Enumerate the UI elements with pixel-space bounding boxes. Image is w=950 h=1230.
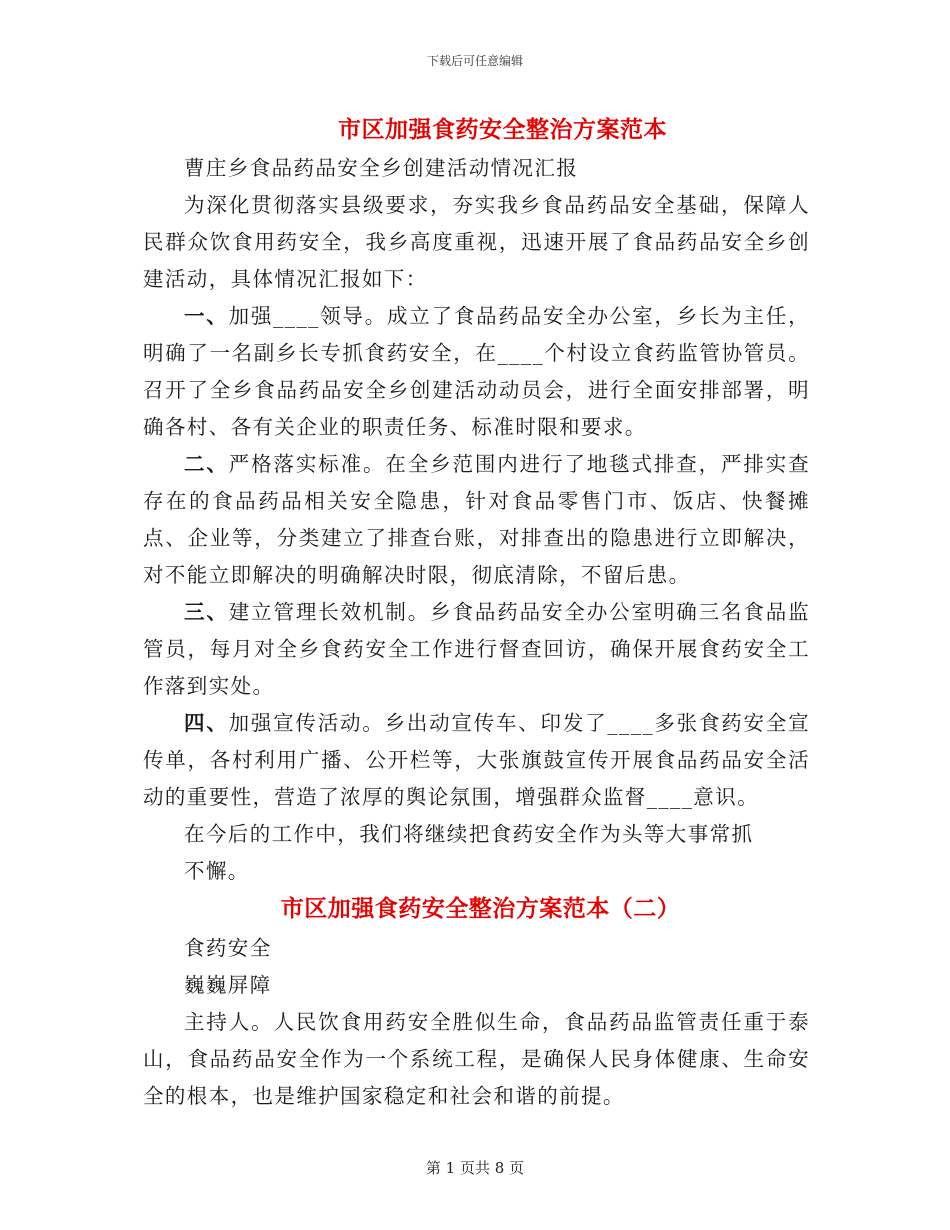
barrier-line: 巍巍屏障 <box>184 973 272 997</box>
report-subtitle: 曹庄乡食品药品安全乡创建活动情况汇报 <box>184 156 579 180</box>
section-1-heading: 一、 <box>184 304 229 328</box>
section-4-heading: 四、 <box>184 711 229 735</box>
closing-line-1: 在今后的工作中，我们将继续把食药安全作为头等大事常抓 <box>184 822 754 846</box>
section-2-text: 严格落实标准。在全乡范围内进行了地毯式排查，严排实查存在的食品药品相关安全隐患，针对食品零售门市、饭店、快餐摊点、企业等，分类建立了排查台账，对排查出的隐患进行立即解决，对不能立即解决的明确解决时限，彻底清除，不留后患。 <box>143 452 810 587</box>
page-footer-pagination: 第 1 页共 8 页 <box>425 1159 525 1177</box>
host-paragraph: 主持人。人民饮食用药安全胜似生命，食品药品监管责任重于泰山，食品药品安全作为一个系统工程，是确保人民身体健康、生命安全的根本，也是维护国家稳定和社会和谐的前提。 <box>143 1010 810 1108</box>
page-header-note: 下载后可任意编辑 <box>426 54 523 68</box>
section-4-paragraph <box>143 705 810 816</box>
section-3-text: 建立管理长效机制。乡食品药品安全办公室明确三名食品监管员，每月对全乡食药安全工作进行督查回访，确保开展食药安全工作落到实处。 <box>143 600 810 698</box>
section-1-text: 加强____领导。成立了食品药品安全办公室，乡长为主任，明确了一名副乡长专抓食药安全，在____个村设立食药监管协管员。召开了全乡食品药品安全乡创建活动动员会，进行全面安排部署，明确各村、各有关企业的职责任务、标准时限和要求。 <box>143 304 810 439</box>
section-2-paragraph <box>143 446 810 594</box>
section-3-heading: 三、 <box>184 600 229 624</box>
second-title: 市区加强食药安全整治方案范本（二） <box>280 895 681 922</box>
section-1-paragraph <box>143 298 810 446</box>
intro-paragraph: 为深化贯彻落实县级要求，夯实我乡食品药品安全基础，保障人民群众饮食用药安全，我乡高度重视，迅速开展了食品药品安全乡创建活动，具体情况汇报如下： <box>143 193 810 291</box>
food-safety-line: 食药安全 <box>184 936 272 960</box>
section-3-paragraph <box>143 594 810 705</box>
document-title: 市区加强食药安全整治方案范本 <box>338 116 667 143</box>
section-4-text: 加强宣传活动。乡出动宣传车、印发了____多张食药安全宣传单，各村利用广播、公开栏等，大张旗鼓宣传开展食品药品安全活动的重要性，营造了浓厚的舆论氛围，增强群众监督____意识。 <box>143 711 810 809</box>
section-2-heading: 二、 <box>184 452 229 476</box>
closing-line-2: 不懈。 <box>184 859 250 883</box>
document-body <box>143 110 810 1115</box>
